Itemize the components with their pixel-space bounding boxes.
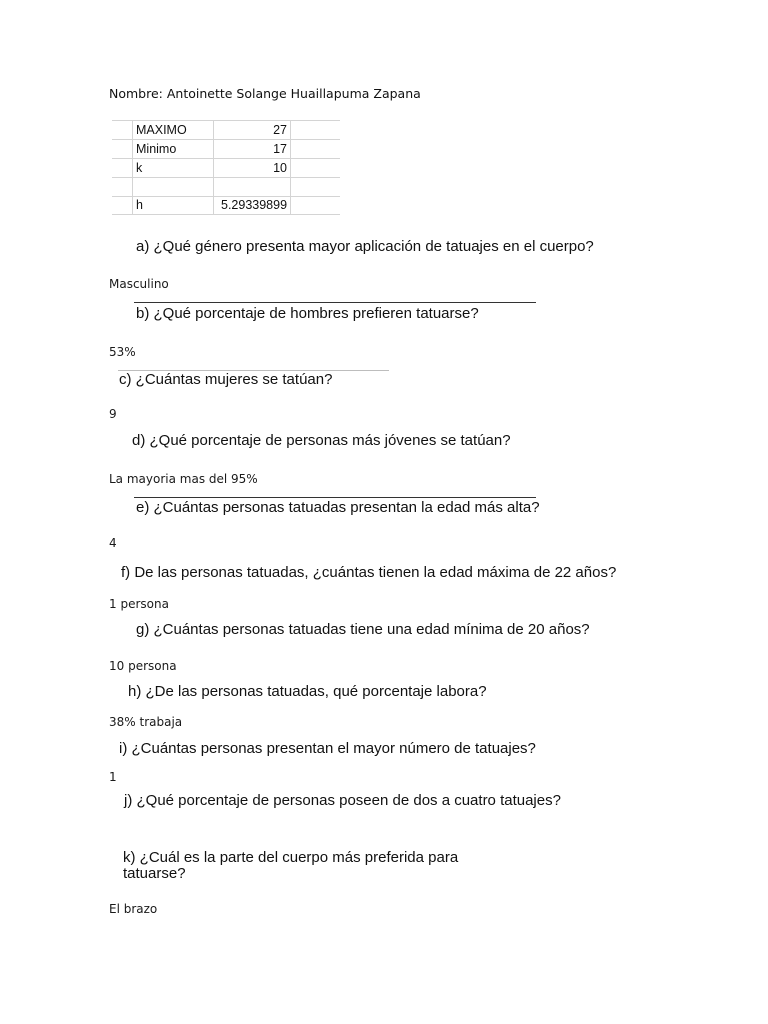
question-d: d) ¿Qué porcentaje de personas más jóvenes se tatúan? bbox=[132, 432, 511, 449]
table-cell-value: 17 bbox=[273, 142, 287, 156]
grid-line bbox=[112, 158, 340, 159]
grid-line bbox=[132, 120, 133, 215]
question-k-line2: tatuarse? bbox=[123, 865, 186, 882]
question-k-line1: k) ¿Cuál es la parte del cuerpo más preferida para bbox=[123, 849, 459, 866]
answer-d: La mayoria mas del 95% bbox=[109, 472, 258, 486]
grid-line bbox=[112, 120, 340, 121]
answer-underline bbox=[134, 302, 536, 303]
question-g: g) ¿Cuántas personas tatuadas tiene una edad mínima de 20 años? bbox=[136, 621, 590, 638]
question-e: e) ¿Cuántas personas tatuadas presentan la edad más alta? bbox=[136, 499, 540, 516]
grid-line bbox=[112, 177, 340, 178]
student-name: Nombre: Antoinette Solange Huaillapuma Zapana bbox=[109, 86, 421, 101]
answer-f: 1 persona bbox=[109, 597, 169, 611]
statistics-table bbox=[112, 120, 340, 215]
answer-h: 38% trabaja bbox=[109, 715, 183, 729]
table-cell-label: MAXIMO bbox=[136, 123, 187, 137]
answer-b: 53% bbox=[109, 345, 136, 359]
question-a: a) ¿Qué género presenta mayor aplicación de tatuajes en el cuerpo? bbox=[136, 238, 594, 255]
answer-e: 4 bbox=[109, 536, 117, 550]
table-cell-value: 5.29339899 bbox=[221, 198, 288, 212]
grid-line bbox=[112, 196, 340, 197]
table-cell-label: Minimo bbox=[136, 142, 177, 156]
grid-line bbox=[290, 120, 291, 215]
table-cell-label: k bbox=[136, 161, 143, 175]
grid-line bbox=[112, 214, 340, 215]
answer-underline bbox=[134, 497, 536, 498]
question-h: h) ¿De las personas tatuadas, qué porcentaje labora? bbox=[128, 683, 487, 700]
table-cell-label: h bbox=[136, 198, 143, 212]
answer-a: Masculino bbox=[109, 277, 169, 291]
table-cell-value: 10 bbox=[273, 161, 287, 175]
answer-g: 10 persona bbox=[109, 659, 177, 673]
answer-k: El brazo bbox=[109, 902, 158, 916]
question-i: i) ¿Cuántas personas presentan el mayor número de tatuajes? bbox=[119, 740, 536, 757]
table-cell-value: 27 bbox=[273, 123, 287, 137]
answer-i: 1 bbox=[109, 770, 117, 784]
question-j: j) ¿Qué porcentaje de personas poseen de dos a cuatro tatuajes? bbox=[124, 792, 561, 809]
question-b: b) ¿Qué porcentaje de hombres prefieren tatuarse? bbox=[136, 305, 479, 322]
grid-line bbox=[112, 139, 340, 140]
question-c: c) ¿Cuántas mujeres se tatúan? bbox=[119, 371, 333, 388]
question-f: f) De las personas tatuadas, ¿cuántas tienen la edad máxima de 22 años? bbox=[121, 564, 617, 581]
grid-line bbox=[213, 120, 214, 215]
answer-c: 9 bbox=[109, 407, 117, 421]
